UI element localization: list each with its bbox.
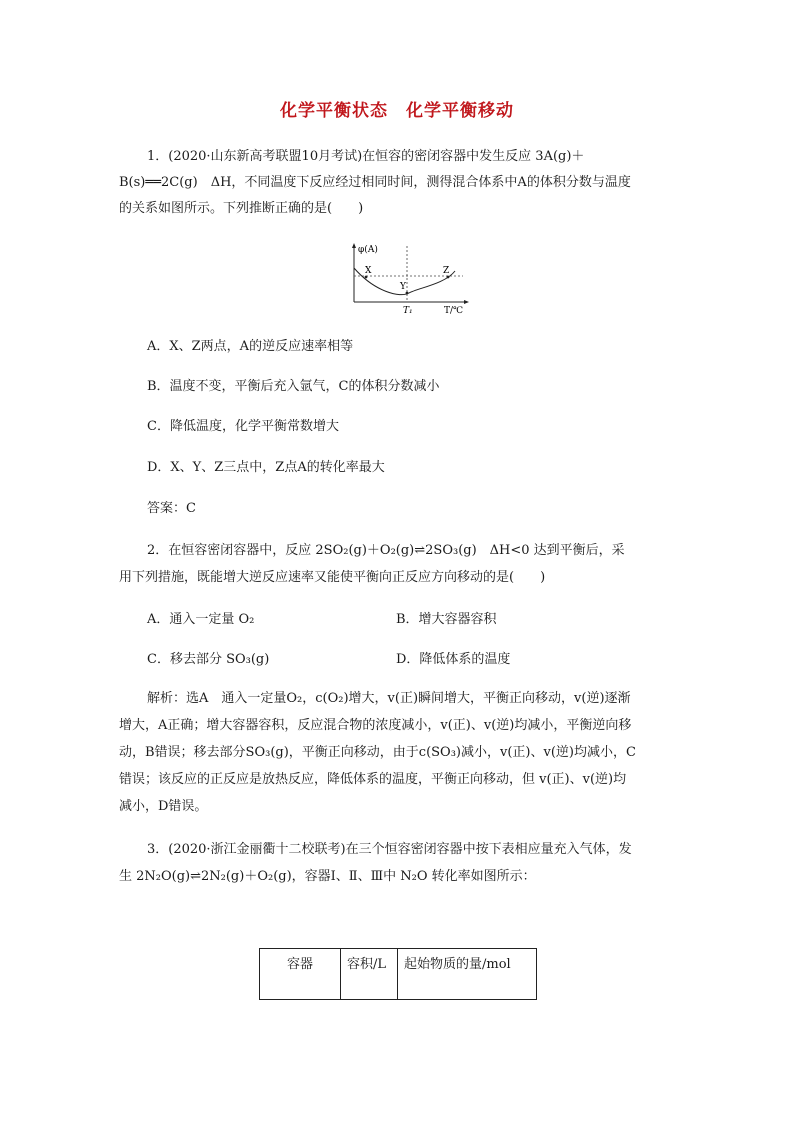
point-x-marker <box>365 276 368 279</box>
page-title: 化学平衡状态 化学平衡移动 <box>280 101 514 121</box>
table-header-cell: 容积/L <box>341 949 398 1000</box>
y-axis-label: φ(A) <box>358 245 378 255</box>
point-z-label: Z <box>443 266 450 276</box>
q2-option-d: D．降低体系的温度 <box>396 652 511 667</box>
x-tick-label: T₁ <box>403 306 413 316</box>
q3-line-1: 3．(2020·浙江金丽衢十二校联考)在三个恒容密闭容器中按下表相应量充入气体，发 <box>147 842 632 857</box>
q2-explanation-line-5: 减小，D错误。 <box>119 799 208 814</box>
q2-explanation-line-3: 动，B错误；移去部分SO₃(g)，平衡正向移动，由于c(SO₃)减小，v(正)、v(逆)均减小，C <box>119 745 636 760</box>
q1-option-c: C．降低温度，化学平衡常数增大 <box>147 419 339 434</box>
q1-line-3: 的关系如图所示。下列推断正确的是( ) <box>119 201 364 216</box>
table-header-cell: 起始物质的量/mol <box>398 949 537 1000</box>
x-axis-arrow <box>464 300 469 304</box>
q1-answer: 答案：C <box>147 501 196 516</box>
q2-line-1: 2．在恒容密闭容器中，反应 2SO₂(g)＋O₂(g)⇌2SO₃(g) ΔH<0 达到平衡后，采 <box>147 543 625 558</box>
table-header-cell: 容器 <box>260 949 341 1000</box>
table-header-row <box>260 949 537 1000</box>
q3-table <box>259 948 537 1000</box>
q1-line-2: B(s)══2C(g) ΔH，不同温度下反应经过相同时间，测得混合体系中A的体积分数与温度 <box>119 175 631 190</box>
point-y-marker <box>406 292 409 295</box>
q3-line-2: 生 2N₂O(g)⇌2N₂(g)＋O₂(g)，容器Ⅰ、Ⅱ、Ⅲ中 N₂O 转化率如图所示： <box>119 869 536 884</box>
q2-explanation-line-4: 错误；该反应的正反应是放热反应，降低体系的温度，平衡正向移动，但 v(正)、v(逆)均 <box>119 772 627 787</box>
point-y-label: Y <box>400 282 406 292</box>
q1-line-1: 1．(2020·山东新高考联盟10月考试)在恒容的密闭容器中发生反应 3A(g)＋ <box>147 149 585 164</box>
x-axis-label: T/℃ <box>444 306 464 316</box>
point-z-marker <box>447 276 450 279</box>
q2-option-b: B．增大容器容积 <box>396 612 497 627</box>
q1-option-d: D．X、Y、Z三点中，Z点A的转化率最大 <box>147 460 385 475</box>
point-x-label: X <box>365 266 372 276</box>
q2-line-2: 用下列措施，既能增大逆反应速率又能使平衡向正反应方向移动的是( ) <box>119 570 546 585</box>
q1-option-a: A．X、Z两点，A的逆反应速率相等 <box>147 339 354 354</box>
q2-option-a: A．通入一定量 O₂ <box>147 612 255 627</box>
q1-option-b: B．温度不变，平衡后充入氩气，C的体积分数减小 <box>147 379 440 394</box>
q2-explanation-line-2: 增大，A正确；增大容器容积，反应混合物的浓度减小，v(正)、v(逆)均减小，平衡逆向移 <box>119 718 632 733</box>
q1-temperature-graph <box>345 240 475 320</box>
y-axis-arrow <box>352 243 356 248</box>
q2-option-c: C．移去部分 SO₃(g) <box>147 652 270 667</box>
q2-explanation-line-1: 解析：选A 通入一定量O₂，c(O₂)增大，v(正)瞬间增大，平衡正向移动，v(逆)逐渐 <box>147 691 631 706</box>
